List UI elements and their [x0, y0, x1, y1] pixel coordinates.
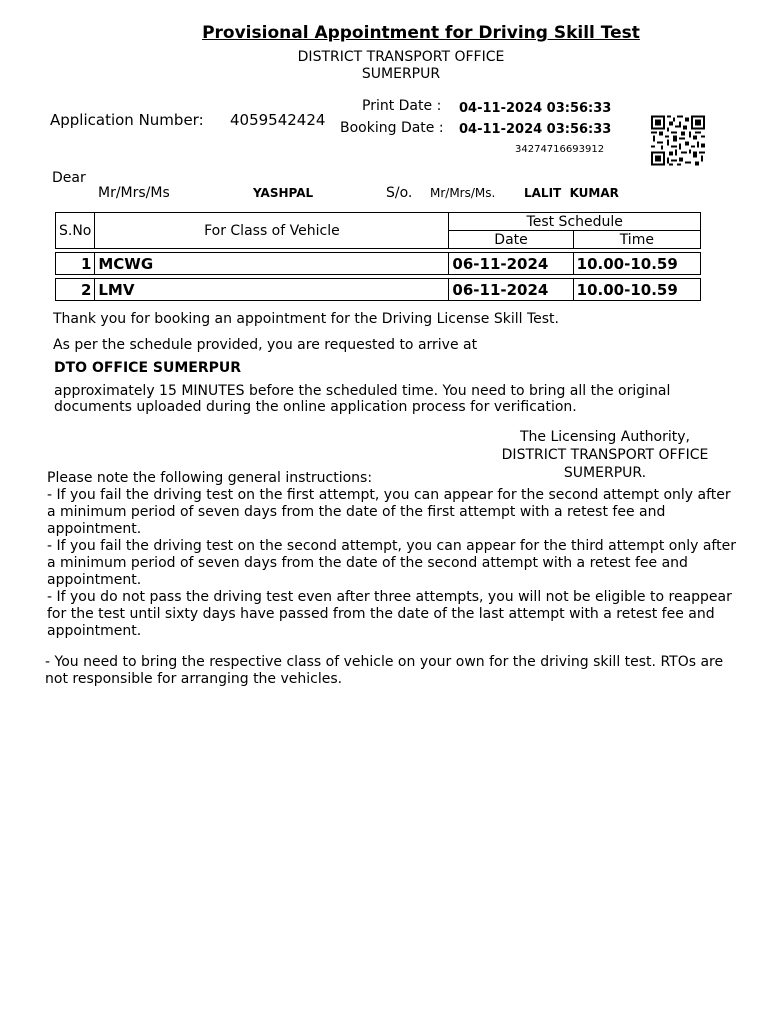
office-name: DISTRICT TRANSPORT OFFICE	[297, 49, 505, 65]
general-instructions	[47, 470, 737, 640]
table-row	[56, 253, 701, 275]
header-test-schedule: Test Schedule	[449, 213, 701, 231]
header-class-of-vehicle: For Class of Vehicle	[95, 213, 449, 249]
row-time: 10.00-10.59	[573, 253, 700, 275]
applicant-salutation: Mr/Mrs/Ms	[98, 185, 170, 201]
instruction-item: - If you do not pass the driving test even after three attempts, you will not be eligible to reappear for the test until sixty days have passed from the date of the last attempt with a retest fee and appointment.	[47, 589, 732, 639]
row-date: 06-11-2024	[449, 253, 573, 275]
son-of-label: S/o.	[386, 185, 413, 201]
row-class-of-vehicle: LMV	[95, 279, 449, 301]
booking-date-label: Booking Date :	[340, 120, 444, 136]
application-number-label: Application Number:	[50, 111, 204, 129]
parent-salutation: Mr/Mrs/Ms.	[430, 186, 496, 200]
arrival-instructions: approximately 15 MINUTES before the scheduled time. You need to bring all the original documents uploaded during the online application process for verification.	[54, 383, 671, 415]
row-sno: 2	[56, 279, 95, 301]
row-time: 10.00-10.59	[573, 279, 700, 301]
row-class-of-vehicle: MCWG	[95, 253, 449, 275]
venue-name: DTO OFFICE SUMERPUR	[54, 360, 242, 376]
instruction-item: - If you fail the driving test on the first attempt, you can appear for the second attempt only after a minimum period of seven days from the date of the first attempt with a retest fee and appointment.	[47, 487, 731, 537]
applicant-name: YASHPAL	[253, 186, 314, 200]
header-time: Time	[573, 231, 700, 249]
test-schedule-table	[55, 212, 701, 301]
thanks-text: Thank you for booking an appointment for the Driving License Skill Test.	[53, 311, 559, 327]
header-sno: S.No	[56, 213, 95, 249]
qr-code-icon	[651, 115, 705, 166]
print-date-label: Print Date :	[362, 98, 442, 114]
greeting-dear: Dear	[52, 170, 86, 186]
application-number-value: 4059542424	[230, 111, 326, 129]
office-header	[0, 49, 768, 83]
row-sno: 1	[56, 253, 95, 275]
authority-title: The Licensing Authority,	[519, 429, 690, 445]
instruction-item: - If you fail the driving test on the second attempt, you can appear for the third attempt only after a minimum period of seven days from the date of the second attempt with a retest fee and appointment.	[47, 538, 736, 588]
authority-location: SUMERPUR.	[563, 465, 647, 481]
table-header-row	[56, 213, 701, 231]
header-date: Date	[449, 231, 573, 249]
print-date-value: 04-11-2024 03:56:33	[459, 101, 612, 116]
arrive-text: As per the schedule provided, you are requested to arrive at	[53, 337, 478, 353]
table-row	[56, 279, 701, 301]
authority-office: DISTRICT TRANSPORT OFFICE	[501, 447, 709, 463]
booking-date-value: 04-11-2024 03:56:33	[459, 122, 612, 137]
qr-reference-number: 34274716693912	[515, 144, 605, 155]
row-date: 06-11-2024	[449, 279, 573, 301]
page-title: Provisional Appointment for Driving Skill Test	[202, 23, 640, 43]
instructions-heading: Please note the following general instructions:	[47, 470, 373, 486]
office-location: SUMERPUR	[361, 66, 441, 82]
parent-name: LALIT KUMAR	[524, 186, 619, 200]
vehicle-note: - You need to bring the respective class of vehicle on your own for the driving skill test. RTOs are not responsible for arranging the vehicles.	[45, 654, 724, 687]
